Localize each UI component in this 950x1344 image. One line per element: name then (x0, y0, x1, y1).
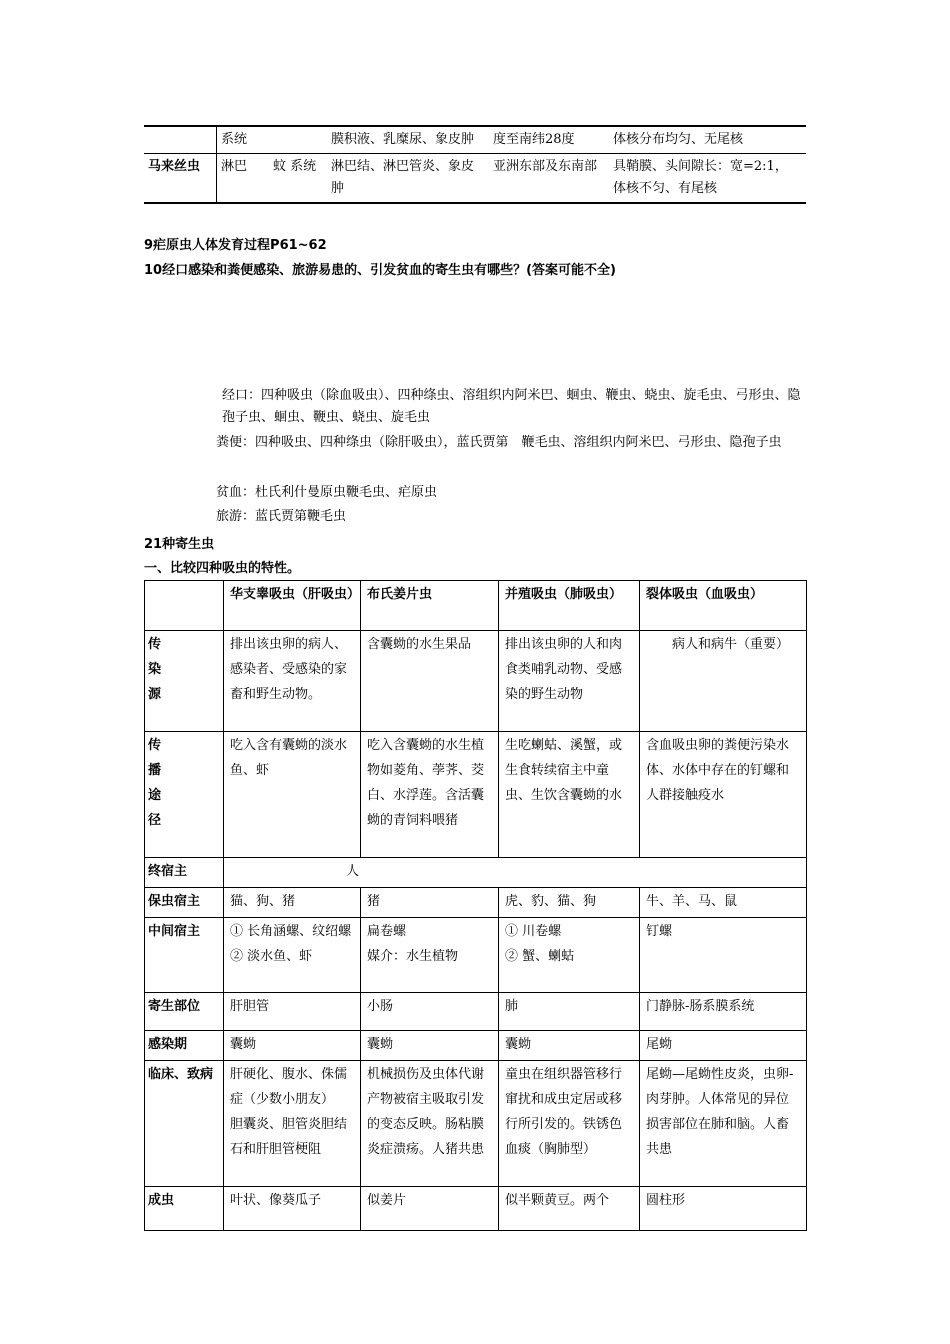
table-row (145, 888, 807, 918)
table-row (145, 858, 807, 888)
answer-travel: 旅游：蓝氏贾第鞭毛虫 (216, 509, 347, 524)
table-cell: 病人和病牛（重要） (640, 631, 807, 732)
table-cell: 童虫在组织器管移行窜扰和成虫定居或移行所引发的。铁锈色血痰（胸肺型） (499, 1061, 640, 1187)
table-cell: 尾蚴—尾蚴性皮炎，虫卵-肉芽肿。人体常见的异位损害部位在肺和脑。人畜共患 (640, 1061, 807, 1187)
table-cell: 含囊蚴的水生果品 (361, 631, 499, 732)
table-cell: 吃入含有囊蚴的淡水鱼、虾 (224, 732, 361, 858)
row-label: 临床、致病 (145, 1061, 224, 1187)
table-cell (224, 918, 361, 993)
morphology-cell: 具鞘膜、头间隙长：宽=2:1，体核不匀、有尾核 (609, 154, 806, 204)
symptoms-cell: 膜积液、乳糜尿、象皮肿 (327, 126, 489, 154)
heading-21: 21种寄生虫 (144, 537, 215, 552)
table-cell: 机械损伤及虫体代谢产物被宿主吸取引发的变态反映。肠粘膜炎症溃疡。人猪共患 (361, 1061, 499, 1187)
table-cell: 生吃蝲蛄、溪蟹，或生食转续宿主中童虫、生饮含囊蚴的水 (499, 732, 640, 858)
row-label-text: 传染源 (148, 637, 162, 702)
table-header-row (145, 581, 807, 631)
table-cell: 圆柱形 (640, 1187, 807, 1231)
table-cell: 肺 (499, 993, 640, 1031)
table-cell (224, 858, 807, 888)
table-row (144, 154, 806, 204)
table-row (145, 1187, 807, 1231)
column-header: 裂体吸虫（血吸虫） (640, 581, 807, 631)
cell-line: 胆囊炎、胆管炎胆结石和肝胆管梗阻 (230, 1117, 348, 1157)
table-cell: 猫、狗、猪 (224, 888, 361, 918)
table-cell: 囊蚴 (224, 1031, 361, 1061)
table-row (145, 993, 807, 1031)
system-cell: 淋巴 蚊 系统 (217, 154, 328, 204)
parasite-name-cell: 马来丝虫 (144, 154, 217, 204)
table-cell (224, 1061, 361, 1187)
table-cell: 门静脉-肠系膜系统 (640, 993, 807, 1031)
filaria-table (144, 125, 806, 204)
table-cell: 似姜片 (361, 1187, 499, 1231)
cell-line: 媒介：水生植物 (367, 949, 459, 964)
table-row (145, 1031, 807, 1061)
row-label: 终宿主 (145, 858, 224, 888)
column-header (145, 581, 224, 631)
table-cell (499, 918, 640, 993)
answer-feces: 粪便：四种吸虫、四种绦虫（除肝吸虫），蓝氏贾第 鞭毛虫、溶组织内阿米巴、弓形虫、隐孢子虫 (216, 435, 782, 450)
final-host-value: 人 (346, 864, 360, 879)
table-cell: 尾蚴 (640, 1031, 807, 1061)
cell-line: ② 蟹、蝲蛄 (505, 949, 575, 964)
row-label: 感染期 (145, 1031, 224, 1061)
table-row (145, 732, 807, 858)
parasite-name-cell (144, 126, 217, 154)
table-cell: 牛、羊、马、鼠 (640, 888, 807, 918)
row-label: 保虫宿主 (145, 888, 224, 918)
cell-line: 肝硬化、腹水、侏儒症（少数小朋友） (230, 1067, 348, 1107)
table-cell: 肝胆管 (224, 993, 361, 1031)
table-cell (640, 918, 807, 993)
row-label (145, 732, 224, 858)
row-label-text: 传播途径 (148, 738, 162, 828)
table-cell: 叶状、像葵瓜子 (224, 1187, 361, 1231)
cell-line: 钉螺 (646, 924, 673, 939)
table-cell: 排出该虫卵的病人、感染者、受感染的家畜和野生动物。 (224, 631, 361, 732)
row-label (145, 631, 224, 732)
cell-line: ① 川卷螺 (505, 924, 562, 939)
table-cell: 含血吸虫卵的粪便污染水体、水体中存在的钉螺和人群接触疫水 (640, 732, 807, 858)
table-cell: 排出该虫卵的人和肉食类哺乳动物、受感染的野生动物 (499, 631, 640, 732)
symptoms-cell: 淋巴结、淋巴管炎、象皮肿 (327, 154, 489, 204)
table-row (145, 1061, 807, 1187)
system-cell: 系统 (217, 126, 328, 154)
table-cell: 吃入含囊蚴的水生植物如菱角、荸荠、茭白、水浮莲。含活囊蚴的青饲料喂猪 (361, 732, 499, 858)
cell-line: ① 长角涵螺、纹绍螺 (230, 924, 352, 939)
cell-line: 扁卷螺 (367, 924, 407, 939)
table-cell (361, 918, 499, 993)
column-header: 布氏姜片虫 (361, 581, 499, 631)
distribution-cell: 度至南纬28度 (489, 126, 609, 154)
column-header: 华支睾吸虫（肝吸虫） (224, 581, 361, 631)
table-row (145, 918, 807, 993)
table-cell: 似半颗黄豆。两个 (499, 1187, 640, 1231)
answer-anemia: 贫血：杜氏利什曼原虫鞭毛虫、疟原虫 (216, 485, 438, 500)
row-label: 中间宿主 (145, 918, 224, 993)
cell-line: ② 淡水鱼、虾 (230, 949, 313, 964)
answer-oral: 经口：四种吸虫（除血吸虫）、四种绦虫、溶组织内阿米巴、蛔虫、鞭虫、蛲虫、旋毛虫、弓形虫、隐孢子虫、蛔虫、鞭虫、蛲虫、旋毛虫 (222, 388, 801, 425)
table-row (144, 126, 806, 154)
fluke-comparison-table (144, 580, 807, 1231)
morphology-cell: 体核分布均匀、无尾核 (609, 126, 806, 154)
row-label: 寄生部位 (145, 993, 224, 1031)
table-cell: 猪 (361, 888, 499, 918)
table-cell: 囊蚴 (361, 1031, 499, 1061)
column-header: 并殖吸虫（肺吸虫） (499, 581, 640, 631)
heading-one: 一、比较四种吸虫的特性。 (144, 561, 301, 576)
distribution-cell: 亚洲东部及东南部 (489, 154, 609, 204)
table-cell: 虎、豹、猫、狗 (499, 888, 640, 918)
row-label: 成虫 (145, 1187, 224, 1231)
heading-10: 10经口感染和粪便感染、旅游易患的、引发贫血的寄生虫有哪些？(答案可能不全) (144, 263, 616, 278)
table-cell: 小肠 (361, 993, 499, 1031)
table-cell: 囊蚴 (499, 1031, 640, 1061)
heading-9: 9疟原虫人体发育过程P61~62 (144, 238, 327, 253)
table-row (145, 631, 807, 732)
